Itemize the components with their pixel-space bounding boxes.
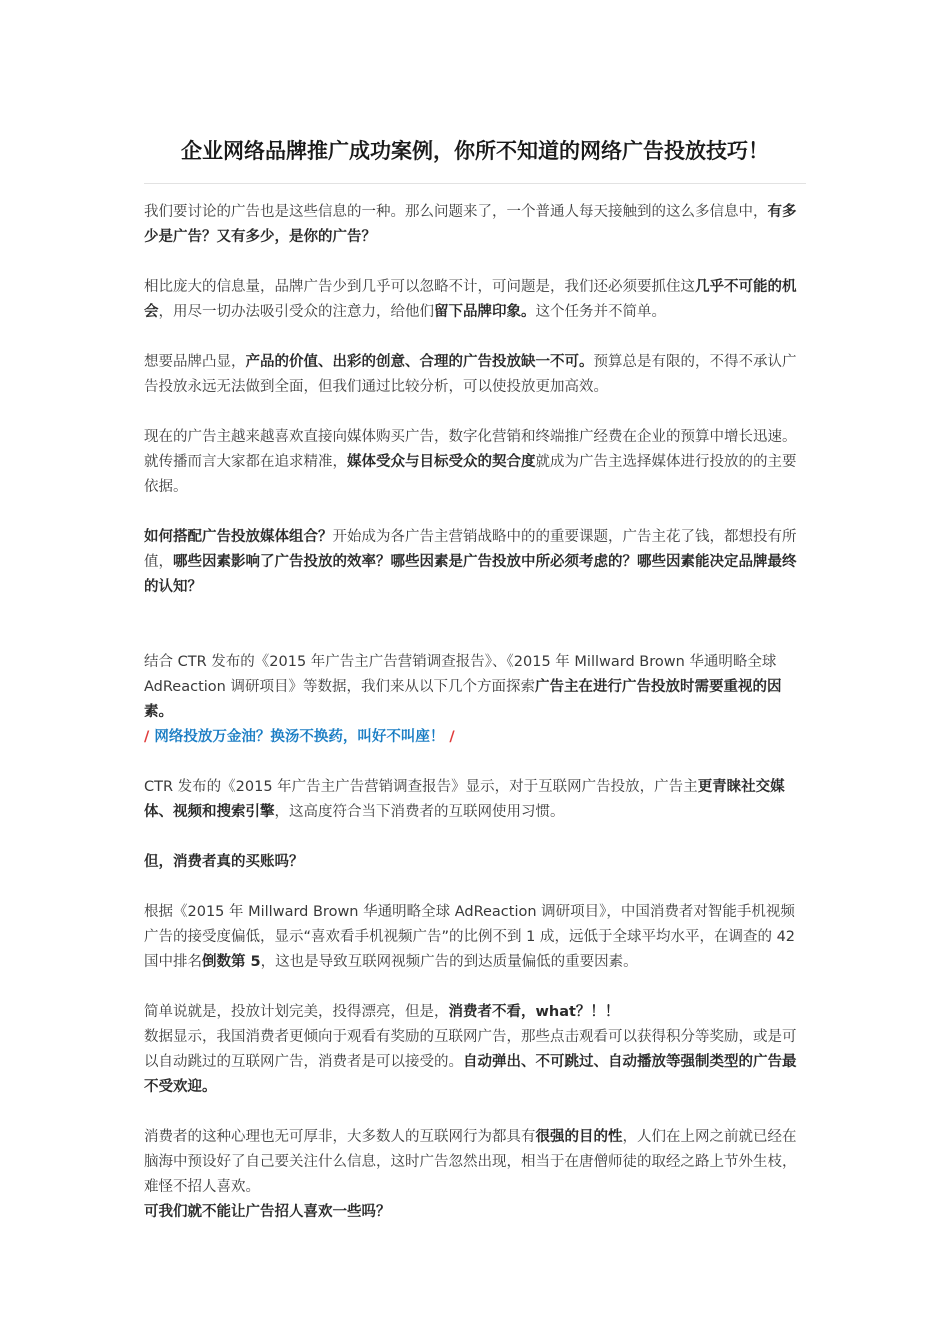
text: 根据《2015 年 Millward Brown 华通明略全球 AdReaction 调研项目》，中国消费者对智能手机视频广告的接受度偏低，显示“喜欢看手机视频广告”的比例不到 1 成，远低于全球平均水平，在调查的 42 国中排名	[144, 904, 796, 970]
text: 简单说就是，投放计划完美，投得漂亮，但是，	[144, 1004, 449, 1020]
paragraph-6	[144, 650, 806, 725]
spacer	[144, 250, 806, 275]
paragraph-3	[144, 350, 806, 400]
paragraph-12	[144, 1125, 806, 1200]
bold-text: 更青睐社交媒体、视频和搜索引擎	[144, 779, 785, 820]
text: 消费者的这种心理也无可厚非，大多数人的互联网行为都具有	[144, 1129, 536, 1145]
text: 我们要讨论的广告也是这些信息的一种。那么问题来了，一个普通人每天接触到的这么多信息中，	[144, 204, 768, 220]
spacer	[144, 1100, 806, 1125]
bold-text: 有多少是广告？又有多少，是你的广告？	[144, 204, 797, 245]
text: 开始成为各广告主营销战略中的的重要课题，广告主花了钱，都想投有所值，	[144, 529, 797, 570]
article-title: 企业网络品牌推广成功案例，你所不知道的网络广告投放技巧！	[181, 138, 769, 163]
bold-text: 几乎不可能的机会	[144, 279, 797, 320]
text: 结合 CTR 发布的《2015 年广告主广告营销调查报告》、《2015 年 Millward Brown 华通明略全球 AdReaction 调研项目》等数据，我们来从以下几个方面探索	[144, 654, 777, 695]
text: ，用尽一切办法吸引受众的注意力，给他们	[158, 304, 434, 320]
paragraph-10	[144, 1000, 806, 1025]
spacer	[144, 500, 806, 525]
bold-text: 自动弹出、不可跳过、自动播放等强制类型的广告最不受欢迎。	[144, 1054, 797, 1095]
spacer	[144, 325, 806, 350]
paragraph-7	[144, 775, 806, 825]
paragraph-1	[144, 200, 806, 250]
paragraph-4	[144, 425, 806, 500]
bold-text: 消费者不看，what？！！	[448, 1004, 620, 1020]
slash-right: /	[449, 729, 455, 745]
bold-text: 广告主在进行广告投放时需要重视的因素。	[144, 679, 782, 720]
spacer	[144, 400, 806, 425]
text: ，这也是导致互联网视频广告的到达质量偏低的重要因素。	[260, 954, 638, 970]
bold-text: 哪些因素影响了广告投放的效率？哪些因素是广告投放中所必须考虑的？哪些因素能决定品牌最终的认知？	[144, 554, 797, 595]
bold-text: 很强的目的性	[535, 1129, 623, 1145]
paragraph-8	[144, 850, 806, 875]
text: 相比庞大的信息量，品牌广告少到几乎可以忽略不计，可问题是，我们还必须要抓住这	[144, 279, 695, 295]
subheading-text: 网络投放万金油？换汤不换药，叫好不叫座！	[154, 729, 445, 745]
text: 想要品牌凸显，	[144, 354, 246, 370]
bold-text: 倒数第 5	[202, 954, 261, 970]
paragraph-2	[144, 275, 806, 325]
spacer	[144, 750, 806, 775]
text: 预算总是有限的，不得不承认广告投放永远无法做到全面，但我们通过比较分析，可以使投放更加高效。	[144, 354, 797, 395]
article-body	[144, 200, 806, 1225]
text: CTR 发布的《2015 年广告主广告营销调查报告》显示，对于互联网广告投放，广告主	[144, 779, 698, 795]
bold-text: 如何搭配广告投放媒体组合？	[144, 529, 333, 545]
text: 这个任务并不简单。	[535, 304, 666, 320]
bold-text: 留下品牌印象。	[434, 304, 536, 320]
text: ，人们在上网之前就已经在脑海中预设好了自己要关注什么信息，这时广告忽然出现，相当于在唐僧师徒的取经之路上节外生枝，难怪不招人喜欢。	[144, 1129, 797, 1195]
paragraph-5	[144, 525, 806, 600]
text: 就成为广告主选择媒体进行投放的的主要依据。	[144, 454, 797, 495]
spacer	[144, 600, 806, 650]
section-subheading	[144, 725, 806, 750]
text: 数据显示，我国消费者更倾向于观看有奖励的互联网广告，那些点击观看可以获得积分等奖励，或是可以自动跳过的互联网广告，消费者是可以接受的。	[144, 1029, 797, 1070]
bold-text: 产品的价值、出彩的创意、合理的广告投放缺一不可。	[245, 354, 594, 370]
text: ，这高度符合当下消费者的互联网使用习惯。	[274, 804, 565, 820]
bold-text: 媒体受众与目标受众的契合度	[347, 454, 536, 470]
bold-text: 但，消费者真的买账吗？	[144, 854, 304, 870]
title-divider	[144, 183, 806, 184]
text: 现在的广告主越来越喜欢直接向媒体购买广告，数字化营销和终端推广经费在企业的预算中增长迅速。就传播而言大家都在追求精准，	[144, 429, 797, 470]
paragraph-11	[144, 1025, 806, 1100]
spacer	[144, 875, 806, 900]
spacer	[144, 825, 806, 850]
slash-left: /	[144, 729, 150, 745]
paragraph-13	[144, 1200, 806, 1225]
spacer	[144, 975, 806, 1000]
bold-text: 可我们就不能让广告招人喜欢一些吗？	[144, 1204, 391, 1220]
paragraph-9	[144, 900, 806, 975]
